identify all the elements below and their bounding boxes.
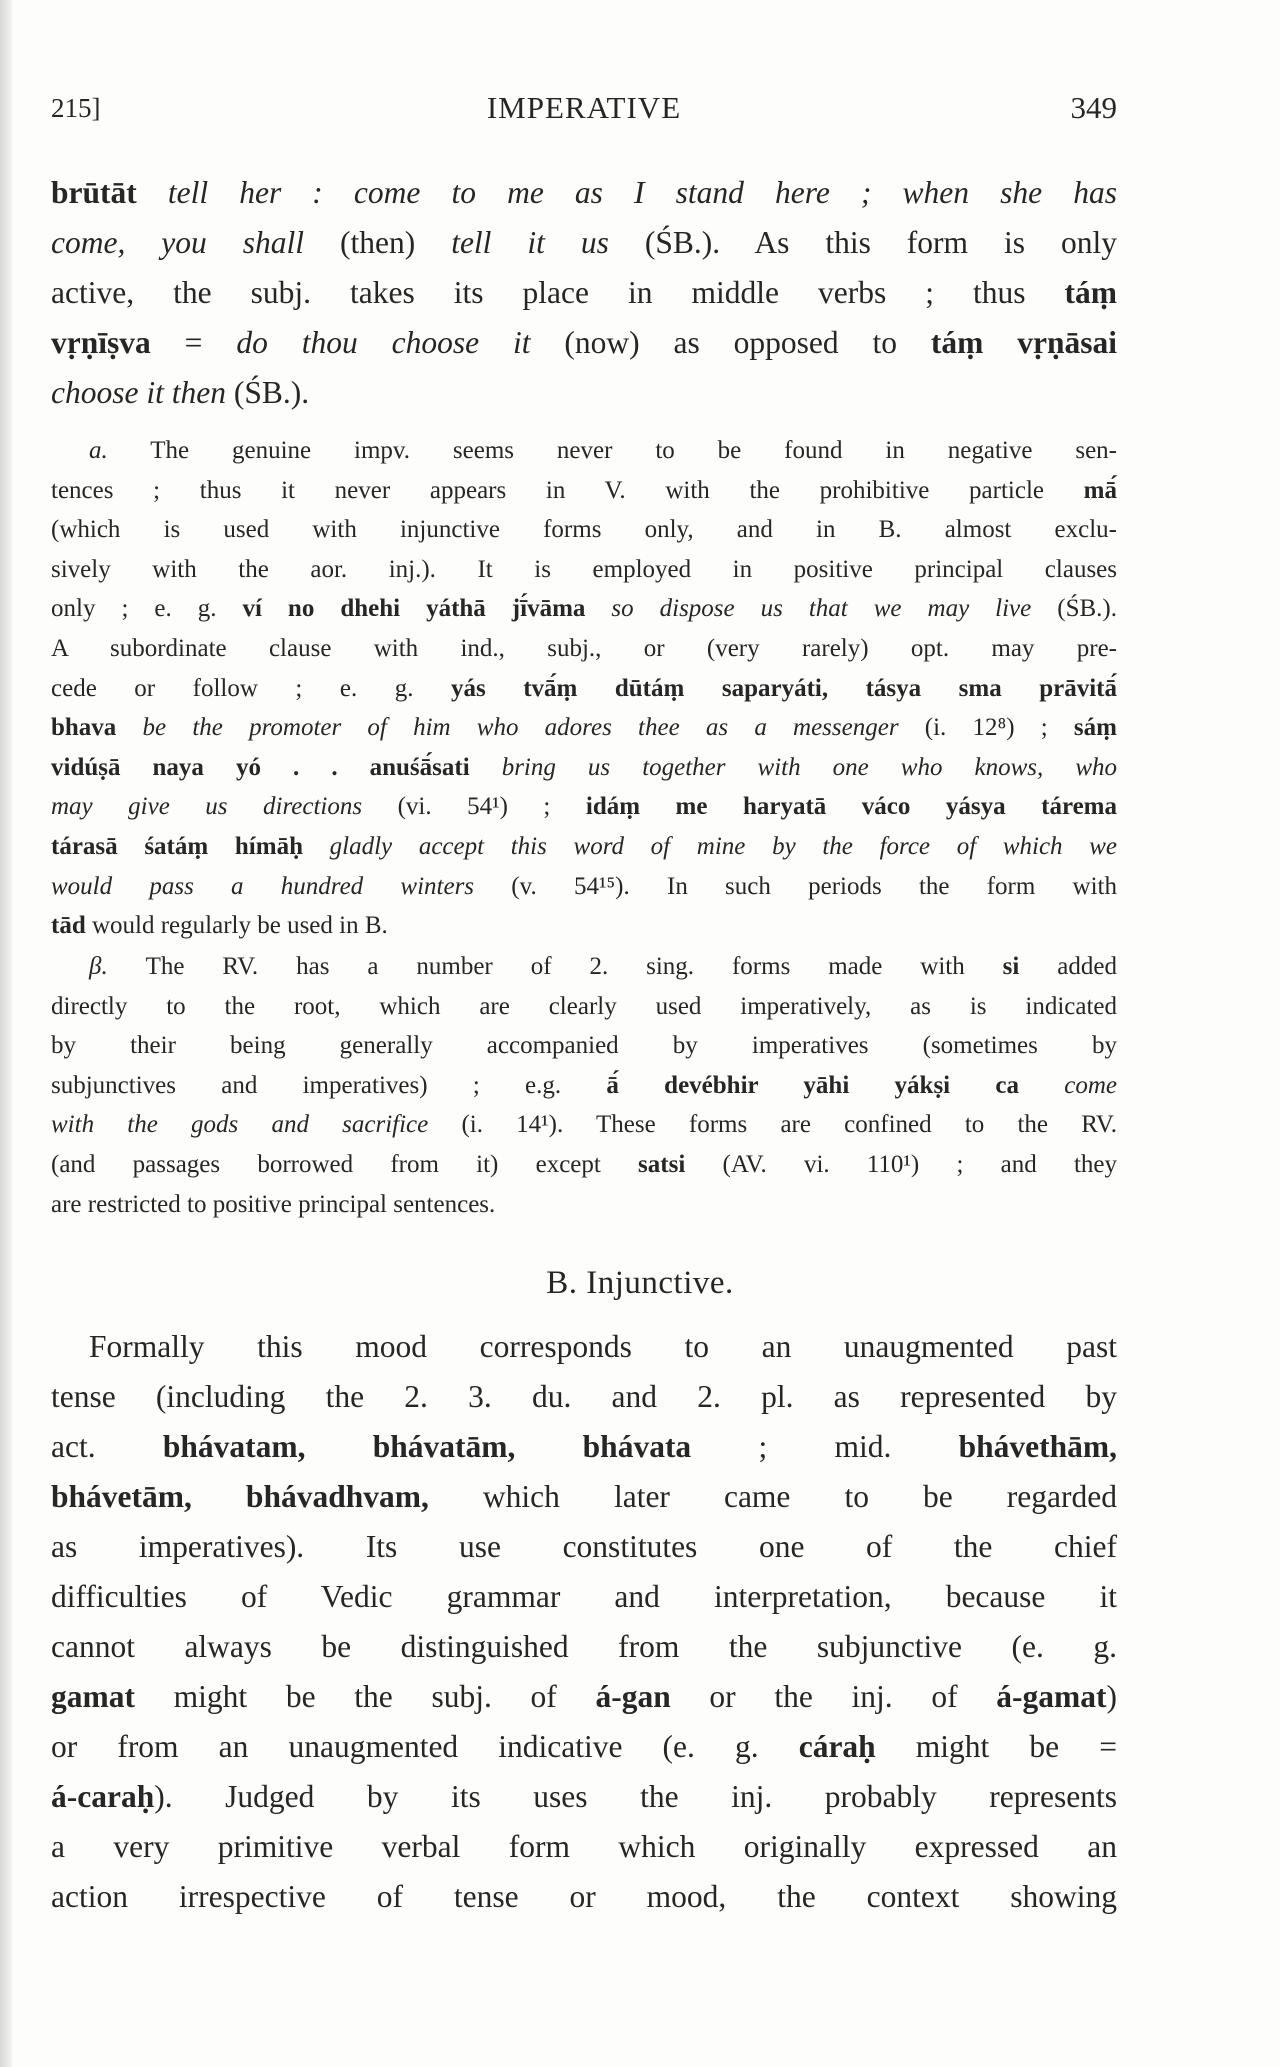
body-text: ). Judged by its uses the inj. probably represents <box>154 1779 1117 1814</box>
text-line <box>51 1722 1117 1772</box>
text-line <box>51 1672 1117 1722</box>
body-text: Formally this mood corresponds to an unaugmented past <box>89 1329 1117 1364</box>
text-line <box>51 1472 1117 1522</box>
translation-text: a. <box>89 437 108 464</box>
body-text: or the inj. of <box>670 1679 997 1714</box>
body-text: tences ; thus it never appears in V. with the prohibitive particle <box>51 476 1084 504</box>
text-line <box>51 368 1117 418</box>
body-text: A subordinate clause with ind., subj., or (very rarely) opt. may pre- <box>51 634 1117 662</box>
sanskrit-term: cáraḥ <box>798 1729 876 1764</box>
translation-text: come <box>1018 1071 1117 1099</box>
body-text: The RV. has a number of 2. sing. forms made with <box>107 953 1003 980</box>
body-text: or from an unaugmented indicative (e. g. <box>51 1729 799 1764</box>
body-text: by their being generally accompanied by imperatives (sometimes by <box>51 1032 1117 1060</box>
body-text: (now) as opposed to <box>530 325 931 360</box>
text-line <box>51 987 1117 1027</box>
sanskrit-term: vṛṇīṣva <box>51 325 151 360</box>
body-text: directly to the root, which are clearly used imperatively, as is indicated <box>51 992 1117 1020</box>
body-text: = <box>150 325 237 360</box>
translation-text: may give us directions <box>51 793 363 821</box>
text-line <box>51 947 1117 987</box>
paragraph-alpha <box>51 431 1117 946</box>
body-text: sively with the aor. inj.). It is employed in positive principal clauses <box>51 555 1117 583</box>
text-line <box>51 1822 1117 1872</box>
sanskrit-term: ví no dhehi yáthā jī́vāma <box>242 595 586 623</box>
sanskrit-term: bhávatam, bhávatām, bhávata <box>162 1429 692 1464</box>
text-line <box>51 218 1117 268</box>
body-text: as imperatives). Its use constitutes one of the chief <box>51 1529 1117 1564</box>
body-text: (v. 54¹⁵). In such periods the form with <box>474 872 1117 900</box>
body-text: (ŚB.). <box>1031 595 1117 623</box>
body-text: (ŚB.). <box>225 375 310 410</box>
body-text: added <box>1019 953 1117 980</box>
sanskrit-term: gamat <box>51 1679 135 1714</box>
body-text: act. <box>51 1429 163 1464</box>
text-line <box>51 550 1117 590</box>
text-line <box>51 431 1117 471</box>
text-line <box>51 867 1117 907</box>
sanskrit-term: á-gamat <box>996 1679 1107 1714</box>
paragraph-injunctive <box>51 1322 1117 1922</box>
body-text: (AV. vi. 110¹) ; and they <box>685 1150 1117 1178</box>
translation-text: bring us together with one who knows, who <box>469 753 1117 781</box>
sanskrit-term: táṃ vṛṇāsai <box>930 325 1117 360</box>
text-line <box>51 748 1117 788</box>
text-line <box>51 318 1117 368</box>
text-line <box>51 168 1117 218</box>
body-text: would regularly be used in B. <box>85 912 388 940</box>
sanskrit-term: tād <box>51 912 86 940</box>
sanskrit-term: yás tvā́ṃ dūtáṃ saparyáti, tásya sma prāvitā́ <box>450 674 1117 702</box>
text-line <box>51 708 1117 748</box>
body-text: cede or follow ; e. g. <box>51 674 451 702</box>
body-text: which later came to be regarded <box>428 1479 1117 1514</box>
translation-text: β. <box>89 953 108 980</box>
text-line <box>51 1622 1117 1672</box>
body-text: action irrespective of tense or mood, the context showing <box>51 1879 1117 1914</box>
text-line <box>51 471 1117 511</box>
sanskrit-term: vidúṣā naya yó . . anuśā́sati <box>51 753 470 781</box>
sanskrit-term: tárasā śatáṃ hímāḥ <box>51 832 303 860</box>
sanskrit-term: bhava <box>51 714 117 742</box>
body-text: (ŚB.). As this form is only <box>608 225 1117 260</box>
text-line <box>51 827 1117 867</box>
text-line <box>51 629 1117 669</box>
body-text: (and passages borrowed from it) except <box>51 1150 639 1178</box>
text-line <box>51 906 1117 946</box>
text-line <box>51 589 1117 629</box>
text-line <box>51 1572 1117 1622</box>
paragraph-beta <box>51 947 1117 1224</box>
body-text: (vi. 54¹) ; <box>362 793 586 821</box>
sanskrit-term: idáṃ me haryatā váco yásya tárema <box>585 793 1118 821</box>
sanskrit-term: mā́ <box>1083 476 1117 504</box>
body-text: ; mid. <box>691 1429 959 1464</box>
body-text: might be = <box>875 1729 1117 1764</box>
text-line <box>51 1422 1117 1472</box>
sanskrit-term: táṃ <box>1064 275 1117 310</box>
body-text: (which is used with injunctive forms only, and in B. almost exclu- <box>51 516 1117 544</box>
sanskrit-term: á-caraḥ <box>51 1779 155 1814</box>
sanskrit-term: bhávetām, bhávadhvam, <box>51 1479 429 1514</box>
page-edge-shadow <box>0 0 12 2067</box>
body-text: subjunctives and imperatives) ; e.g. <box>51 1071 607 1099</box>
body-text: (i. 12⁸) ; <box>898 714 1074 742</box>
translation-text: do thou choose it <box>236 325 531 360</box>
body-text: only ; e. g. <box>51 595 243 623</box>
sanskrit-term: sáṃ <box>1073 714 1117 742</box>
text-line <box>51 510 1117 550</box>
body-text: tense (including the 2. 3. du. and 2. pl. as represented by <box>51 1379 1117 1414</box>
section-number: 215] <box>51 93 101 123</box>
text-line <box>51 1872 1117 1922</box>
text-line <box>51 1322 1117 1372</box>
body-text: cannot always be distinguished from the subjunctive (e. g. <box>51 1629 1117 1664</box>
body-text: (then) <box>304 225 452 260</box>
text-line <box>51 787 1117 827</box>
body-text: might be the subj. of <box>134 1679 596 1714</box>
translation-text: gladly accept this word of mine by the force of which we <box>302 832 1117 860</box>
page-number: 349 <box>1070 90 1117 125</box>
translation-text: be the promoter of him who adores thee as a messenger <box>116 714 899 742</box>
text-line <box>51 1026 1117 1066</box>
text-line <box>51 1105 1117 1145</box>
page-title: IMPERATIVE <box>486 90 682 125</box>
sanskrit-term: bhávethām, <box>958 1429 1117 1464</box>
body-text: The genuine impv. seems never to be found in negative sen- <box>107 437 1117 464</box>
sanskrit-term: brūtāt <box>51 175 137 210</box>
text-line <box>51 1145 1117 1185</box>
sanskrit-term: si <box>1002 953 1020 980</box>
running-header <box>51 90 1117 134</box>
body-text: (i. 14¹). These forms are confined to the RV. <box>428 1111 1117 1139</box>
translation-text: choose it then <box>51 375 226 410</box>
translation-text: tell her : come to me as I stand here ; when she has <box>136 175 1117 210</box>
paragraph-brutat <box>51 168 1117 418</box>
body-text: are restricted to positive principal sentences. <box>51 1190 496 1218</box>
translation-text: tell it us <box>451 225 609 260</box>
translation-text: would pass a hundred winters <box>51 872 475 900</box>
translation-text: come, you shall <box>51 225 305 260</box>
body-text: active, the subj. takes its place in middle verbs ; thus <box>51 275 1065 310</box>
text-line <box>51 1066 1117 1106</box>
sanskrit-term: á-gan <box>595 1679 671 1714</box>
body-text: a very primitive verbal form which originally expressed an <box>51 1829 1117 1864</box>
body-text: ) <box>1106 1679 1117 1714</box>
text-line <box>51 1372 1117 1422</box>
text-line <box>51 1185 1117 1225</box>
text-line <box>51 268 1117 318</box>
translation-text: with the gods and sacrifice <box>51 1111 429 1139</box>
text-line <box>51 1522 1117 1572</box>
section-heading: B. Injunctive. <box>546 1265 734 1301</box>
body-text: difficulties of Vedic grammar and interpretation, because it <box>51 1579 1117 1614</box>
text-line <box>51 1772 1117 1822</box>
text-line <box>51 669 1117 709</box>
translation-text: so dispose us that we may live <box>585 595 1032 623</box>
sanskrit-term: ā́ devébhir yāhi yákṣi ca <box>606 1071 1019 1099</box>
sanskrit-term: satsi <box>638 1150 686 1178</box>
